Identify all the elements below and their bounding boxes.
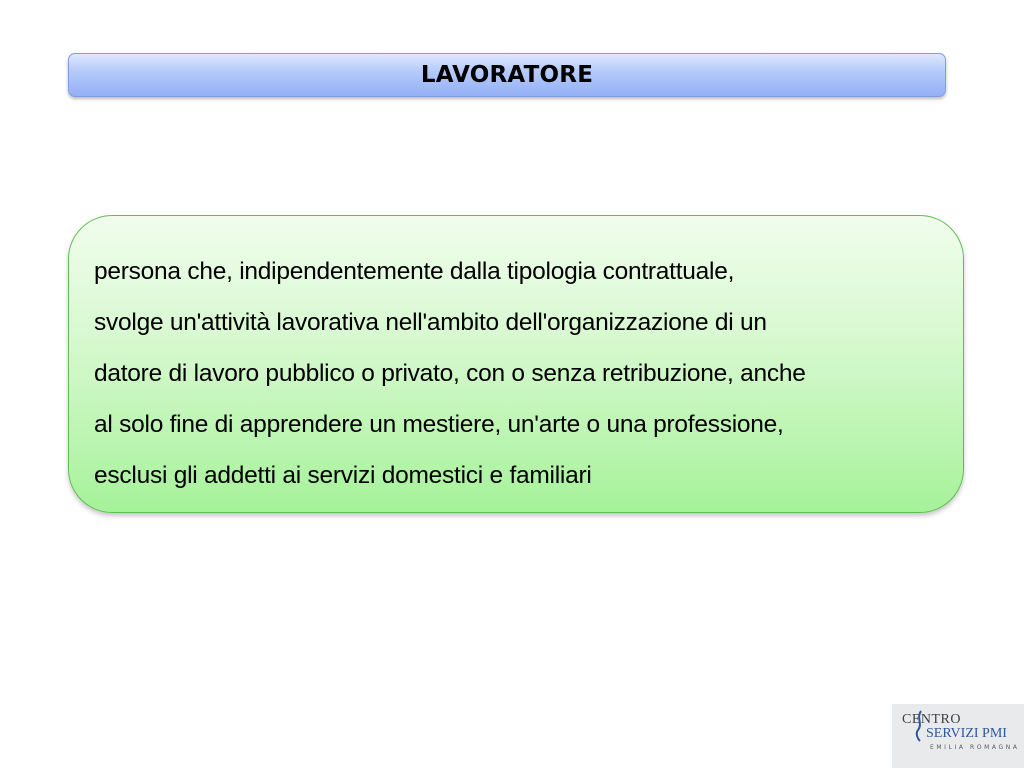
- logo-text-servizi: SERVIZI PMI: [926, 726, 1007, 741]
- definition-line-3: datore di lavoro pubblico o privato, con o senza retribuzione, anche: [94, 360, 806, 387]
- definition-line-1: persona che, indipendentemente dalla tipologia contrattuale,: [94, 258, 735, 285]
- company-logo: [892, 704, 1024, 768]
- title-banner: [68, 53, 946, 97]
- definition-box: [68, 215, 964, 513]
- logo-text-centro: CENTRO: [902, 712, 961, 727]
- logo-swoosh-icon: [914, 710, 924, 742]
- definition-line-2: svolge un'attività lavorativa nell'ambito dell'organizzazione di un: [94, 309, 767, 336]
- logo-text-region: EMILIA ROMAGNA: [930, 744, 1020, 751]
- definition-line-4: al solo fine di apprendere un mestiere, un'arte o una professione,: [94, 411, 784, 438]
- slide-title: LAVORATORE: [420, 62, 594, 88]
- definition-line-5: esclusi gli addetti ai servizi domestici e familiari: [94, 462, 592, 489]
